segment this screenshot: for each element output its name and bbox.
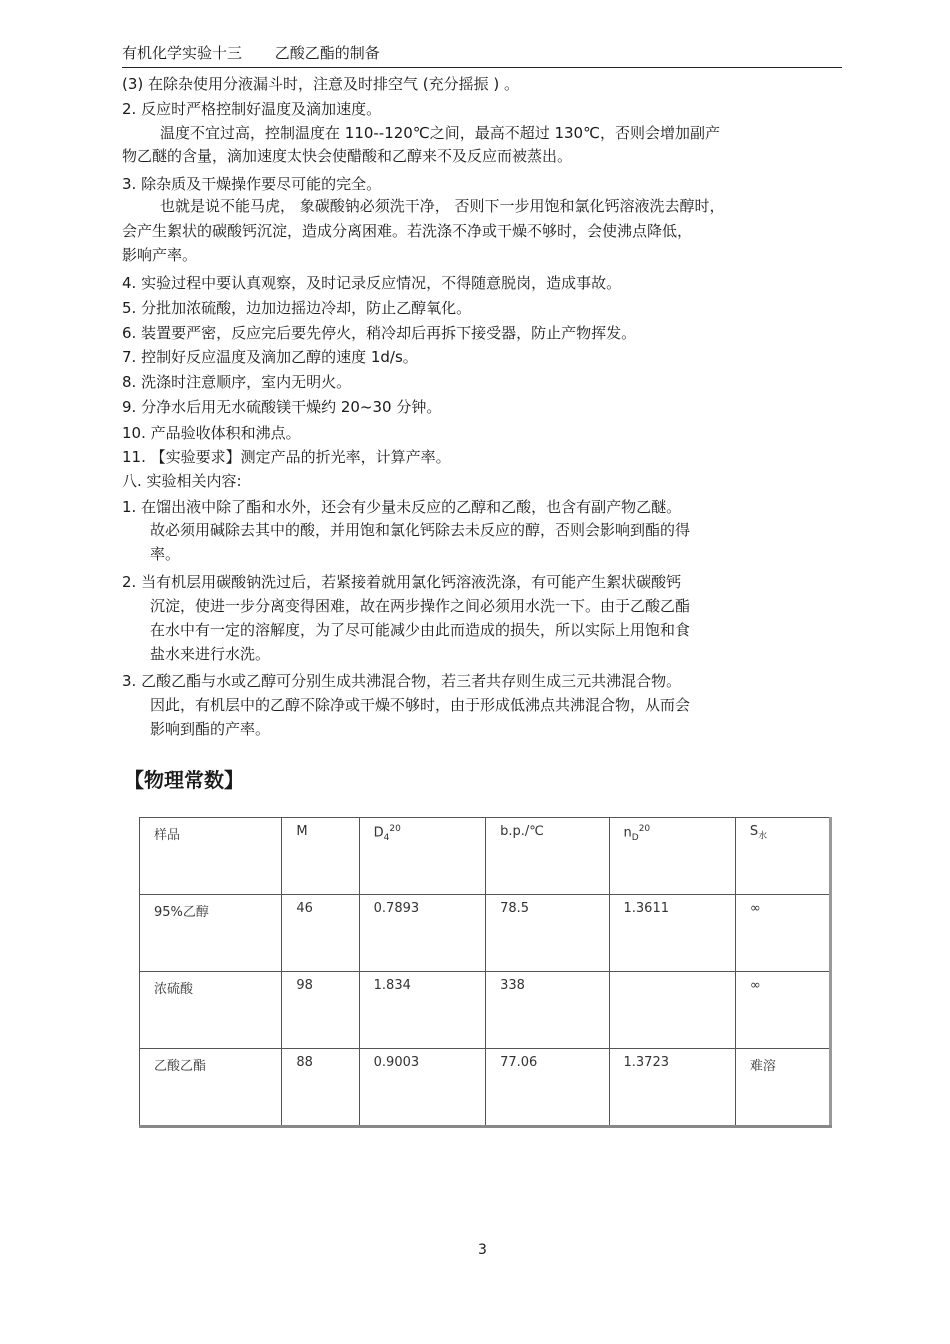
cell-density: 0.7893 [359,895,485,972]
text-line: 5. 分批加浓硫酸，边加边摇边冷却，防止乙醇氧化。 [122,299,472,317]
text-line: 4. 实验过程中要认真观察，及时记录反应情况，不得随意脱岗，造成事故。 [122,274,622,292]
header-title: 乙酸乙酯的制备 [274,44,380,62]
text-line: 影响产率。 [122,246,198,264]
cell-m: 46 [282,895,359,972]
text-line: 10. 产品验收体积和沸点。 [122,424,301,442]
cell-m: 88 [282,1049,359,1127]
cell-n: 1.3723 [609,1049,735,1127]
text-line: 会产生絮状的碳酸钙沉淀，造成分离困难。若洗涤不净或干燥不够时，会使沸点降低， [122,222,693,240]
physical-constants-table [139,817,832,1128]
cell-sample: 浓硫酸 [140,972,282,1049]
table-row [140,1049,831,1127]
text-line: 物乙醚的含量，滴加速度太快会使醋酸和乙醇来不及反应而被蒸出。 [122,147,573,165]
text-line: 温度不宜过高，控制温度在 110--120℃之间，最高不超过 130℃，否则会增加副产 [160,124,720,142]
cell-bp: 77.06 [486,1049,609,1127]
page-number: 3 [478,1242,487,1258]
text-line: 11. 【实验要求】测定产品的折光率，计算产率。 [122,448,451,466]
table-row [140,972,831,1049]
table-row [140,895,831,972]
header-course: 有机化学实验十三 [122,44,243,62]
header-sample: 样品 [140,818,282,895]
cell-solubility: ∞ [735,895,830,972]
text-line: 影响到酯的产率。 [150,720,271,738]
text-line: 6. 装置要严密，反应完后要先停火，稍冷却后再拆下接受器，防止产物挥发。 [122,324,637,342]
table-header-row [140,818,831,895]
cell-n [609,972,735,1049]
text-line: 八. 实验相关内容: [122,472,242,490]
text-line: 3. 乙酸乙酯与水或乙醇可分别生成共沸混合物，若三者共存则生成三元共沸混合物。 [122,672,682,690]
header-boiling-point: b.p./℃ [486,818,609,895]
cell-bp: 338 [486,972,609,1049]
cell-n: 1.3611 [609,895,735,972]
cell-density: 1.834 [359,972,485,1049]
section-title: 【物理常数】 [124,768,244,792]
text-line: 3. 除杂质及干燥操作要尽可能的完全。 [122,175,382,193]
text-line: 因此，有机层中的乙醇不除净或干燥不够时，由于形成低沸点共沸混合物，从而会 [150,696,691,714]
text-line: 7. 控制好反应温度及滴加乙醇的速度 1d/s。 [122,348,418,366]
cell-bp: 78.5 [486,895,609,972]
cell-sample: 乙酸乙酯 [140,1049,282,1127]
header-density: $D_4^{20}$ [359,818,485,895]
text-line: 2. 当有机层用碳酸钠洗过后，若紧接着就用氯化钙溶液洗涤，有可能产生絮状碳酸钙 [122,573,682,591]
header-molar-mass: M [282,818,359,895]
cell-sample: 95%乙醇 [140,895,282,972]
text-line: 8. 洗涤时注意顺序，室内无明火。 [122,373,352,391]
text-line: 率。 [150,545,181,563]
text-line: 1. 在馏出液中除了酯和水外，还会有少量未反应的乙醇和乙酸，也含有副产物乙醚。 [122,498,682,516]
header-refractive-index: $n_D^{20}$ [609,818,735,895]
cell-m: 98 [282,972,359,1049]
text-line: 也就是说不能马虎， 象碳酸钠必须洗干净， 否则下一步用饱和氯化钙溶液洗去醇时， [160,197,725,215]
text-line: 9. 分净水后用无水硫酸镁干燥约 20~30 分钟。 [122,398,442,416]
text-line: 故必须用碱除去其中的酸，并用饱和氯化钙除去未反应的醇，否则会影响到酯的得 [150,521,691,539]
text-line: 2. 反应时严格控制好温度及滴加速度。 [122,100,382,118]
text-line: (3) 在除杂使用分液漏斗时，注意及时排空气 (充分摇振 ) 。 [122,75,520,93]
cell-density: 0.9003 [359,1049,485,1127]
text-line: 沉淀，使进一步分离变得困难，故在两步操作之间必须用水洗一下。由于乙酸乙酯 [150,597,691,615]
text-line: 在水中有一定的溶解度，为了尽可能减少由此而造成的损失，所以实际上用饱和食 [150,621,691,639]
text-line: 盐水来进行水洗。 [150,645,271,663]
header-solubility: $S_水$ [735,818,830,895]
cell-solubility: 难溶 [735,1049,830,1127]
page-header [122,42,842,68]
cell-solubility: ∞ [735,972,830,1049]
